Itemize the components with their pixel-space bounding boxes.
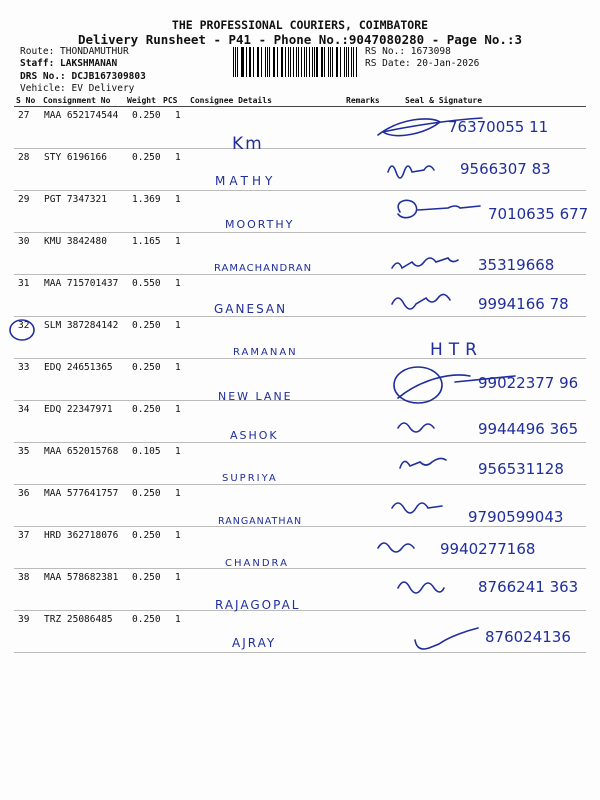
cell-weight: 0.250 — [132, 110, 161, 121]
cell-consignment: TRZ 25086485 — [44, 614, 113, 625]
runsheet-title: Delivery Runsheet - P41 - Phone No.:9047080280 - Page No.:3 — [77, 32, 522, 47]
cell-sno: 28 — [18, 152, 30, 163]
cell-consignment: MAA 578682381 — [44, 572, 119, 583]
handwritten-name: SUPRIYA — [222, 473, 278, 484]
cell-consignment: STY 6196166 — [44, 152, 107, 163]
vehicle-text: Vehicle: EV Delivery — [20, 83, 135, 94]
handwritten-name: CHANDRA — [225, 558, 289, 569]
handwritten-name: ASHOK — [230, 429, 279, 442]
signature-squiggle — [392, 503, 442, 513]
cell-sno: 31 — [18, 278, 30, 289]
cell-sno: 36 — [18, 488, 30, 499]
cell-weight: 0.105 — [132, 446, 161, 457]
handwritten-signature: 8766241 363 — [478, 578, 579, 596]
handwritten-name: Km — [232, 134, 264, 154]
col-consignment: Consignment No — [43, 96, 111, 105]
handwritten-name: NEW LANE — [218, 390, 293, 403]
cell-weight: 0.250 — [132, 404, 161, 415]
cell-weight: 1.369 — [132, 194, 161, 205]
col-signature: Seal & Signature — [405, 96, 483, 105]
col-sno: S No — [16, 96, 36, 105]
cell-weight: 0.250 — [132, 572, 161, 583]
row-circle — [10, 320, 34, 340]
cell-pcs: 1 — [175, 110, 181, 121]
signature-squiggle — [378, 543, 414, 552]
cell-sno: 32 — [18, 320, 30, 331]
handwritten-signature: 99022377 96 — [478, 374, 579, 392]
cell-weight: 0.550 — [132, 278, 161, 289]
cell-pcs: 1 — [175, 278, 181, 289]
handwritten-signature: HTR — [430, 340, 483, 360]
handwritten-signature: 9566307 83 — [460, 160, 551, 178]
handwritten-signature: 76370055 11 — [448, 118, 549, 136]
handwritten-signature: 9940277168 — [440, 540, 536, 558]
handwritten-signature: 876024136 — [485, 628, 571, 646]
staff-text: Staff: LAKSHMANAN — [20, 58, 118, 69]
col-weight: Weight — [127, 96, 156, 105]
signature-squiggle — [400, 458, 446, 468]
cell-pcs: 1 — [175, 236, 181, 247]
cell-consignment: HRD 362718076 — [44, 530, 119, 541]
cell-weight: 0.250 — [132, 530, 161, 541]
signature-squiggle — [392, 258, 458, 268]
handwritten-signature: 7010635 677 — [488, 205, 589, 223]
cell-consignment: MAA 715701437 — [44, 278, 119, 289]
signature-squiggle — [392, 294, 450, 309]
cell-weight: 0.250 — [132, 362, 161, 373]
rs-number: RS No.: 1673098 — [365, 46, 451, 57]
cell-weight: 0.250 — [132, 614, 161, 625]
handwritten-name: RAJAGOPAL — [215, 598, 301, 612]
cell-weight: 0.250 — [132, 488, 161, 499]
cell-sno: 34 — [18, 404, 30, 415]
cell-pcs: 1 — [175, 362, 181, 373]
cell-consignment: SLM 387284142 — [44, 320, 119, 331]
cell-sno: 29 — [18, 194, 30, 205]
cell-sno: 35 — [18, 446, 30, 457]
cell-pcs: 1 — [175, 530, 181, 541]
handwritten-signature: 956531128 — [478, 460, 564, 478]
signature-squiggle — [388, 166, 434, 178]
cell-sno: 39 — [18, 614, 30, 625]
cell-sno: 27 — [18, 110, 30, 121]
handwritten-name: MOORTHY — [225, 218, 295, 231]
cell-weight: 1.165 — [132, 236, 161, 247]
cell-consignment: EDQ 22347971 — [44, 404, 113, 415]
cell-sno: 33 — [18, 362, 30, 373]
cell-sno: 30 — [18, 236, 30, 247]
col-pcs: PCS — [163, 96, 178, 105]
signature-squiggle — [415, 628, 478, 649]
handwritten-signature: 9790599043 — [468, 508, 564, 526]
handwritten-signature: 9944496 365 — [478, 420, 579, 438]
cell-pcs: 1 — [175, 488, 181, 499]
handwritten-name: RANGANATHAN — [218, 516, 303, 527]
cell-pcs: 1 — [175, 194, 181, 205]
rs-date: RS Date: 20-Jan-2026 — [365, 58, 480, 69]
handwritten-name: MATHY — [215, 174, 277, 188]
cell-pcs: 1 — [175, 446, 181, 457]
signature-squiggle — [398, 582, 444, 593]
cell-consignment: MAA 577641757 — [44, 488, 119, 499]
signature-squiggle — [398, 423, 434, 432]
handwritten-name: RAMANAN — [233, 347, 298, 358]
cell-pcs: 1 — [175, 152, 181, 163]
cell-consignment: EDQ 24651365 — [44, 362, 113, 373]
cell-pcs: 1 — [175, 614, 181, 625]
handwritten-name: GANESAN — [214, 302, 288, 316]
cell-weight: 0.250 — [132, 152, 161, 163]
cell-consignment: MAA 652174544 — [44, 110, 119, 121]
cell-pcs: 1 — [175, 572, 181, 583]
cell-pcs: 1 — [175, 320, 181, 331]
drs-number: DRS No.: DCJB167309803 — [20, 71, 146, 82]
cell-sno: 37 — [18, 530, 30, 541]
cell-pcs: 1 — [175, 404, 181, 415]
route-text: Route: THONDAMUTHUR — [20, 46, 129, 57]
handwritten-signature: 35319668 — [478, 256, 555, 274]
cell-consignment: PGT 7347321 — [44, 194, 107, 205]
handwritten-name: RAMACHANDRAN — [214, 263, 313, 274]
cell-weight: 0.250 — [132, 320, 161, 331]
cell-consignment: KMU 3842480 — [44, 236, 107, 247]
signature-loop — [398, 200, 480, 217]
company-title: THE PROFESSIONAL COURIERS, COIMBATORE — [171, 18, 429, 32]
handwritten-name: AJRAY — [232, 636, 277, 650]
cell-sno: 38 — [18, 572, 30, 583]
handwritten-signature: 9994166 78 — [478, 295, 569, 313]
col-remarks: Remarks — [346, 96, 380, 105]
col-consignee: Consignee Details — [190, 96, 272, 105]
cell-consignment: MAA 652015768 — [44, 446, 119, 457]
